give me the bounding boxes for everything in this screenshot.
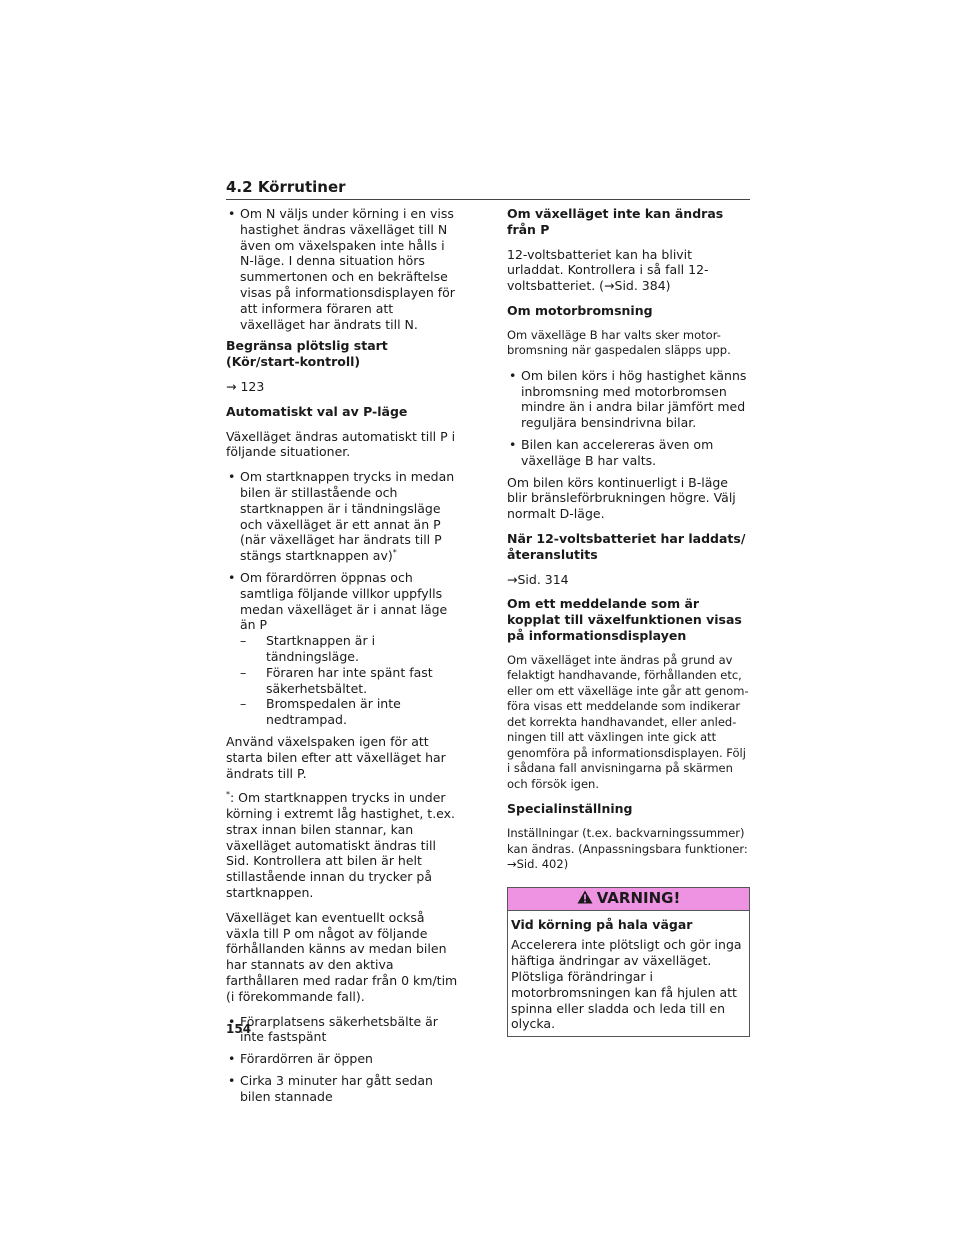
list-item: • Bilen kan accelereras även om växelläge B har valts. bbox=[507, 437, 750, 469]
warning-title: Vid körning på hala vägar bbox=[511, 916, 693, 932]
list-item: • Förardörren är öppen bbox=[226, 1051, 462, 1067]
heading-auto-p: Automatiskt val av P-läge bbox=[226, 403, 408, 419]
footnote-marker: * bbox=[392, 547, 397, 557]
limit-page-ref: → 123 bbox=[226, 378, 265, 394]
list-item: • Cirka 3 minuter har gått sedan bilen stannade bbox=[226, 1073, 462, 1105]
battery-page-ref: →Sid. 314 bbox=[507, 571, 569, 587]
list-item-text: Om förardörren öppnas och samtliga följande villkor uppfylls medan växelläget är i annat läge än P bbox=[240, 569, 448, 633]
radar-paragraph: Växelläget kan eventuellt också växla till P om något av följande förhållanden känns av medan bilen har stannats av den aktiva farthållaren med radar från 0 km/tim (i förekommande fall). bbox=[226, 909, 458, 1004]
warning-triangle-icon bbox=[577, 890, 593, 908]
heading-limit-start: Begränsa plötslig start (Kör/start-kontroll) bbox=[226, 338, 388, 370]
right-column bbox=[507, 206, 750, 1037]
heading-special: Specialinställning bbox=[507, 801, 633, 817]
radar-conditions-list bbox=[226, 1014, 462, 1105]
warning-box bbox=[507, 887, 750, 1038]
engine-brake-after: Om bilen körs kontinuerligt i B-läge blir bränsleförbrukningen högre. Välj normalt D-läge. bbox=[507, 474, 736, 522]
engine-brake-text: Om växelläge B har valts sker motor-bromsning när gaspedalen släpps upp. bbox=[507, 327, 731, 358]
list-item: • Om bilen körs i hög hastighet känns inbromsning med motorbromsen mindre än i andra bilar jämfört med reguljära bensindrivna bilar. bbox=[507, 368, 750, 431]
no-change-text: 12-voltsbatteriet kan ha blivit urladdat. Kontrollera i så fall 12-voltsbatteriet. (→Sid. 384) bbox=[507, 246, 709, 294]
footnote-marker: * bbox=[226, 790, 230, 800]
heading-engine-brake: Om motorbromsning bbox=[507, 302, 653, 318]
section-header bbox=[226, 178, 750, 200]
warning-header bbox=[508, 888, 749, 911]
auto-p-after: Använd växelspaken igen för att starta bilen efter att växelläget har ändrats till P. bbox=[226, 733, 446, 781]
special-text: Inställningar (t.ex. backvarningssummer) kan ändras. (Anpassningsbara funktioner: →Sid. 402) bbox=[507, 826, 748, 872]
warning-text: Accelerera inte plötsligt och gör inga häftiga ändringar av växelläget. Plötsliga förändringar i motorbromsningen kan få hjulen att spinna eller sladda och leda till en olycka. bbox=[511, 937, 742, 1032]
sublist-item: – Föraren har inte spänt fast säkerhetsbältet. bbox=[240, 665, 462, 697]
auto-p-intro: Växelläget ändras automatiskt till P i följande situationer. bbox=[226, 428, 456, 460]
auto-p-list bbox=[226, 469, 462, 728]
heading-message: Om ett meddelande som är kopplat till växelfunktionen visas på informationsdisplayen bbox=[507, 596, 742, 643]
page-number: 154 bbox=[226, 1022, 252, 1036]
condition-sublist bbox=[240, 633, 462, 728]
intro-list bbox=[226, 206, 462, 332]
list-item bbox=[226, 570, 462, 728]
list-item: • Om N väljs under körning i en viss hastighet ändras växelläget till N även om växelspaken inte hålls i N-läge. I denna situation hörs summertonen och en bekräftelse visas på informationsdisplayen för att informera föraren att växelläget har ändrats till N. bbox=[226, 206, 462, 332]
message-text: Om växelläget inte ändras på grund av felaktigt handhavande, förhållanden etc, eller om ett växelläge inte går att genom-föra visas ett meddelande som indikerar det korrekta handhavandet, eller anled-ningen till att växlingen inte gick att genomföra på informationsdisplayen. Följ i sådana fall anvisningarna på skärmen och försök igen. bbox=[507, 652, 749, 791]
engine-brake-list bbox=[507, 368, 750, 469]
warning-label: VARNING! bbox=[596, 888, 681, 907]
heading-no-change: Om växelläget inte kan ändras från P bbox=[507, 206, 724, 237]
list-item: • Förarplatsens säkerhetsbälte är inte fastspänt bbox=[226, 1014, 462, 1046]
list-item bbox=[226, 469, 462, 564]
sublist-item: – Startknappen är i tändningsläge. bbox=[240, 633, 462, 665]
warning-body bbox=[508, 911, 749, 1037]
sublist-item: – Bromspedalen är inte nedtrampad. bbox=[240, 696, 462, 728]
footnote-text: : Om startknappen trycks in under körning i extremt låg hastighet, t.ex. strax innan bilen stannar, kan växelläget automatiskt ändras till Sid. Kontrollera att bilen är helt stillastående innan du trycker på startknappen. bbox=[226, 790, 456, 901]
section-title: Körrutiner bbox=[257, 178, 346, 196]
footnote bbox=[226, 790, 462, 901]
left-column bbox=[226, 206, 462, 1111]
heading-battery: När 12-voltsbatteriet har laddats/återanslutits bbox=[507, 530, 746, 562]
section-number: 4.2 bbox=[226, 178, 253, 196]
list-item-text: Om startknappen trycks in medan bilen är stillastående och startknappen är i tändningsläge och växelläget är ett annat än P (när växelläget har ändrats till P stängs startknappen av) bbox=[240, 469, 455, 564]
